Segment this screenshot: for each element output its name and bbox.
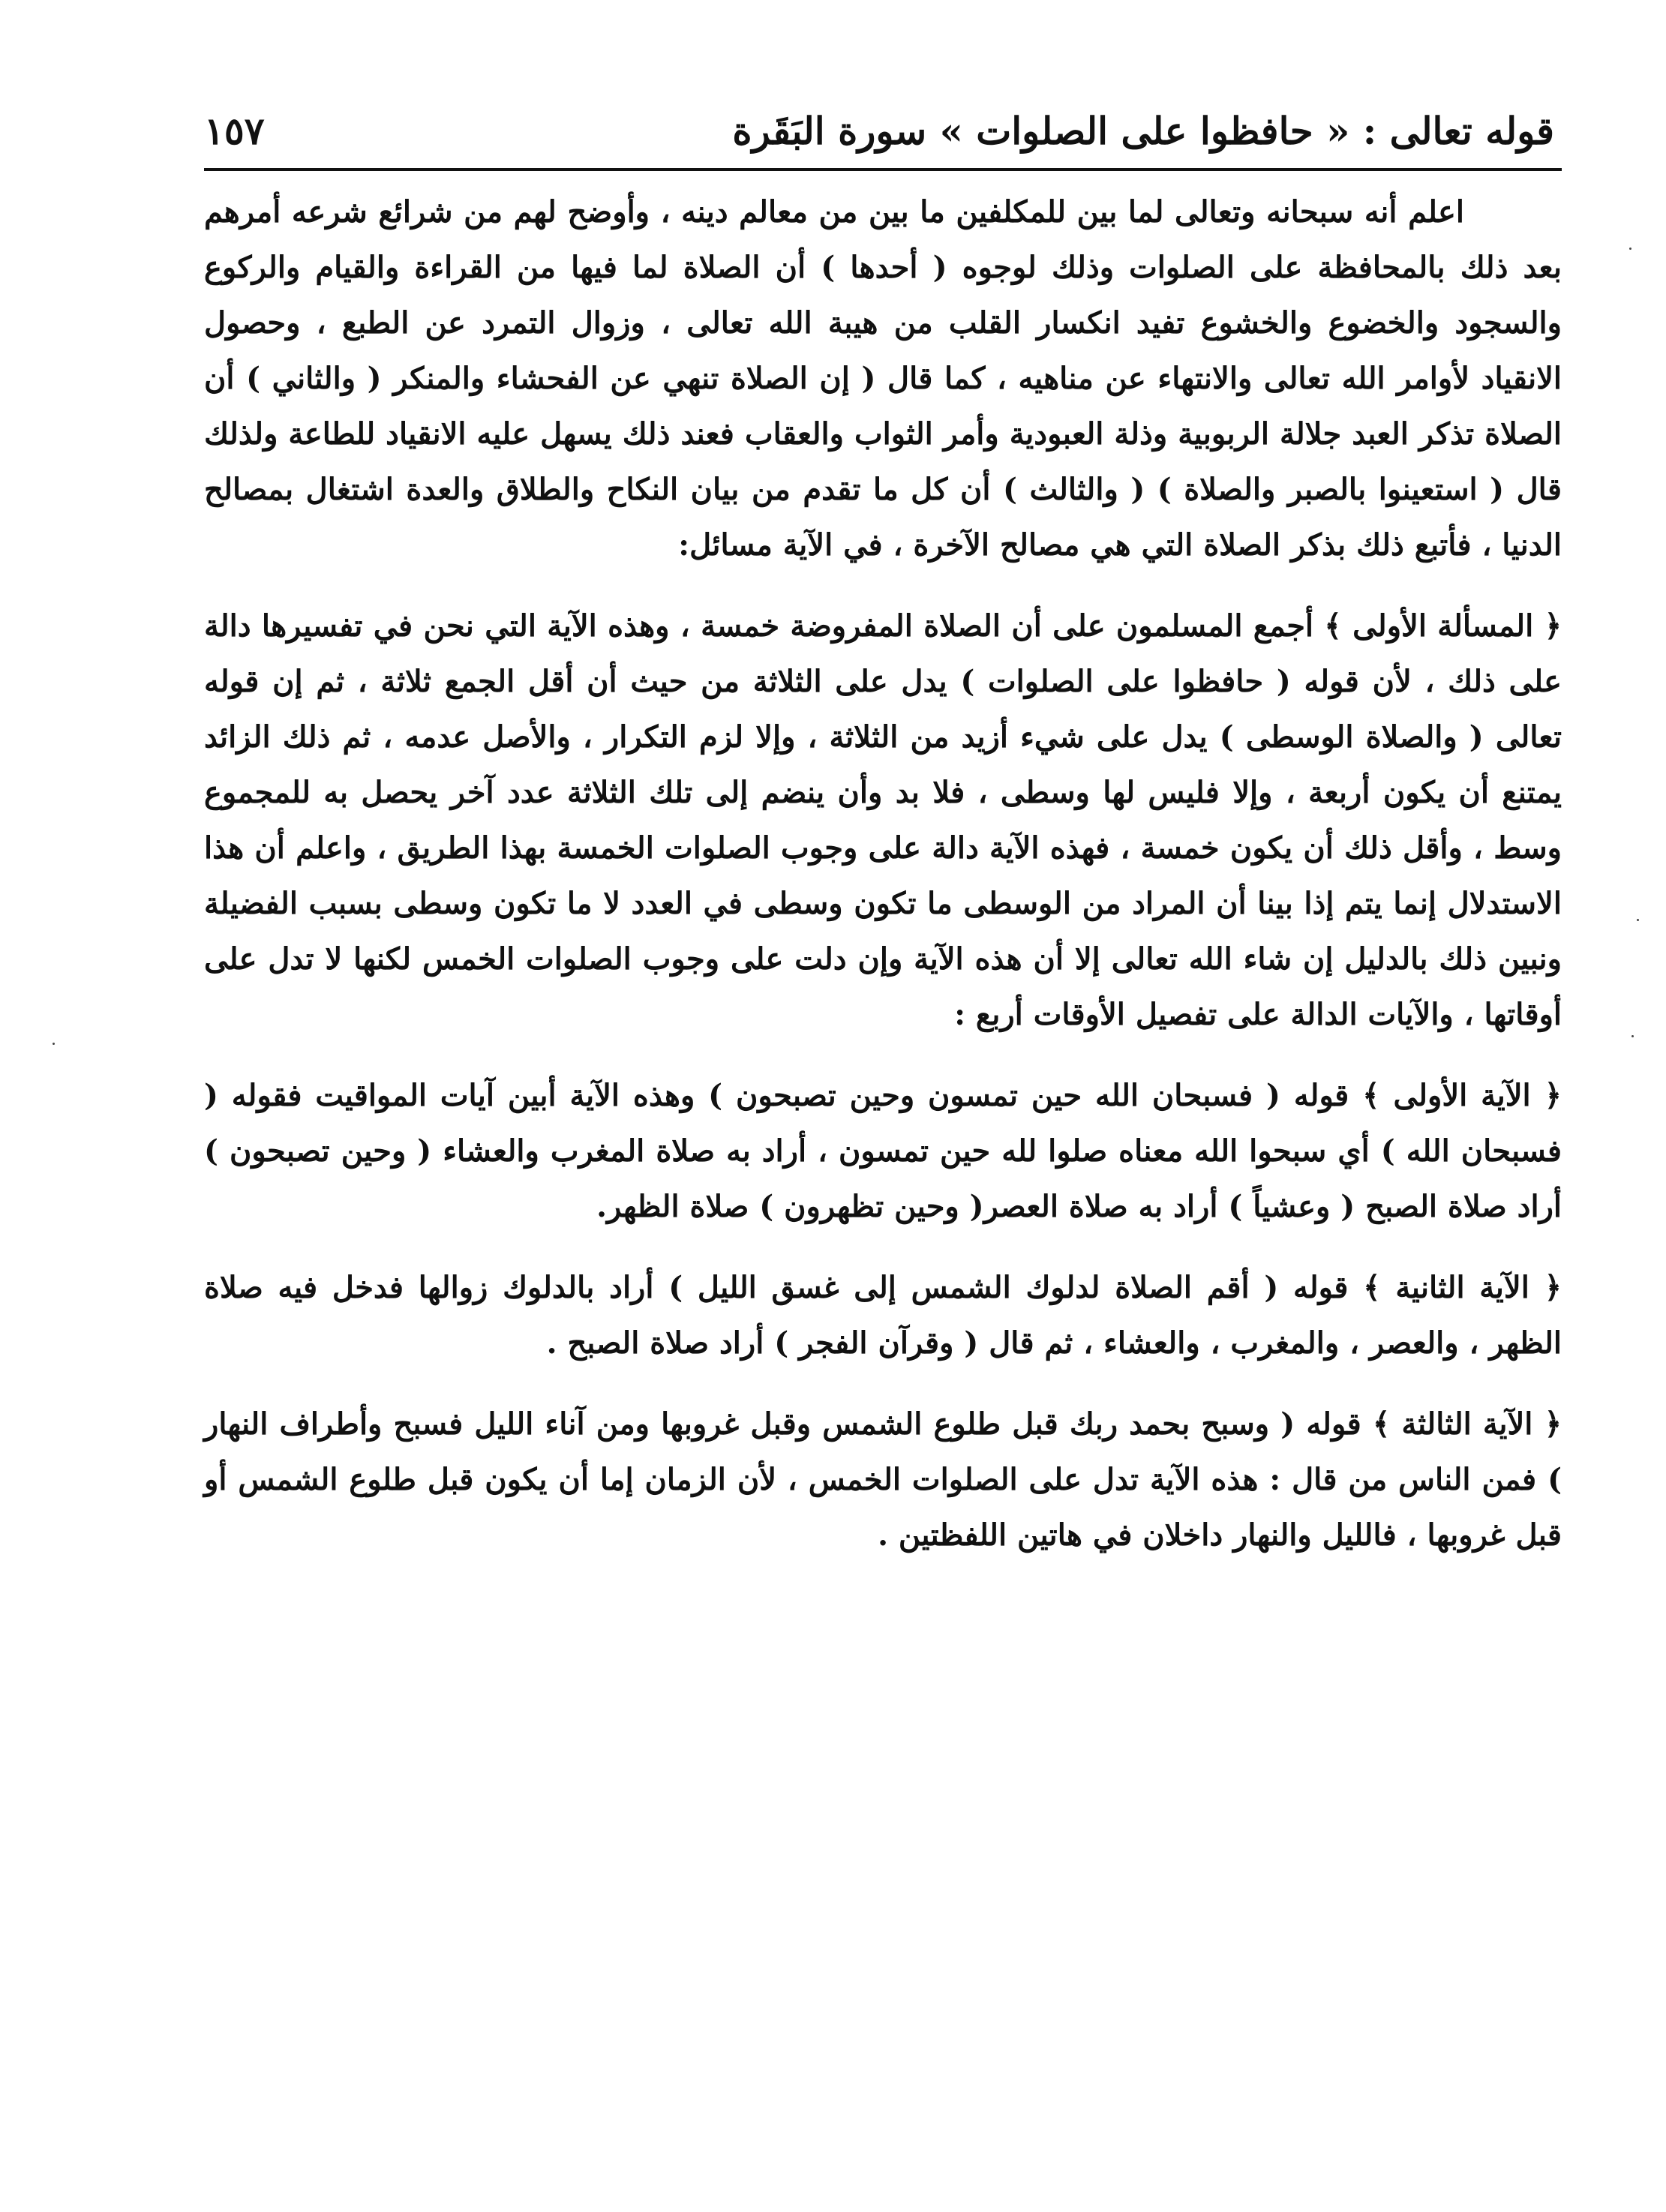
verse-third-text: قوله ( وسبح بحمد ربك قبل طلوع الشمس وقبل غروبها ومن آناء الليل فسبح وأطراف النهار ) فمن الناس من قال : هذه الآية تدل على الصلوات الخمس ، لأن الزمان إما أن يكون قبل طلوع الشمس أو قبل غروبها ، فالليل والنهار داخلان في هاتين اللفظتين . — [204, 1406, 1562, 1553]
header-divider — [204, 168, 1562, 171]
running-title: قوله تعالى : « حافظوا على الصلوات » سورة البَقَرة — [732, 109, 1554, 153]
scan-speck — [1631, 1035, 1634, 1037]
verse-first-label: الآية الأولى — [1393, 1078, 1531, 1113]
issue-first-text: أجمع المسلمون على أن الصلاة المفروضة خمسة ، وهذه الآية التي نحن في تفسيرها دالة على ذلك ، لأن قوله ( حافظوا على الصلوات ) يدل على الثلاثة من حيث أن أقل الجمع ثلاثة ، ثم إن قوله تعالى ( والصلاة الوسطى ) يدل على شيء أزيد من الثلاثة ، وإلا لزم التكرار ، والأصل عدمه ، ثم ذلك الزائد يمتنع أن يكون أربعة ، وإلا فليس لها وسطى ، فلا بد وأن ينضم إلى تلك الثلاثة عدد آخر يحصل به للمجموع وسط ، وأقل ذلك أن يكون خمسة ، فهذه الآية دالة على وجوب الصلوات الخمسة بهذا الطريق ، واعلم أن هذا الاستدلال إنما يتم إذا بينا أن المراد من الوسطى ما تكون وسطى في العدد لا ما تكون وسطى بسبب الفضيلة ونبين ذلك بالدليل إن شاء الله تعالى إلا أن هذه الآية وإن دلت على وجوب الصلوات الخمس لكنها لا تدل على أوقاتها ، والآيات الدالة على تفصيل الأوقات أربع : — [204, 608, 1562, 1032]
ornament-open: ﴿ — [1544, 1406, 1562, 1442]
ornament-open: ﴿ — [1544, 608, 1562, 644]
page-number: ١٥٧ — [204, 109, 265, 153]
issue-first-paragraph — [204, 599, 1562, 1043]
verse-second-paragraph — [204, 1260, 1562, 1371]
scan-speck — [1629, 248, 1631, 250]
ornament-close: ﴾ — [1362, 1078, 1380, 1113]
ornament-close: ﴾ — [1372, 1406, 1391, 1442]
ornament-close: ﴾ — [1324, 608, 1342, 644]
main-text — [204, 185, 1562, 1589]
scan-speck — [53, 1043, 55, 1045]
ornament-close: ﴾ — [1363, 1270, 1381, 1305]
verse-first-paragraph — [204, 1068, 1562, 1235]
intro-paragraph: اعلم أنه سبحانه وتعالى لما بين للمكلفين ما بين من معالم دينه ، وأوضح لهم من شرائع شرعه أمرهم بعد ذلك بالمحافظة على الصلوات وذلك لوجوه ( أحدها ) أن الصلاة لما فيها من القراءة والقيام والركوع والسجود والخضوع والخشوع تفيد انكسار القلب من هيبة الله تعالى ، وزوال التمرد عن الطبع ، وحصول الانقياد لأوامر الله تعالى والانتهاء عن مناهيه ، كما قال ( إن الصلاة تنهي عن الفحشاء والمنكر ( والثاني ) أن الصلاة تذكر العبد جلالة الربوبية وذلة العبودية وأمر الثواب والعقاب فعند ذلك يسهل عليه الانقياد للطاعة ولذلك قال ( استعينوا بالصبر والصلاة ) ( والثالث ) أن كل ما تقدم من بيان النكاح والطلاق والعدة اشتغال بمصالح الدنيا ، فأتبع ذلك بذكر الصلاة التي هي مصالح الآخرة ، في الآية مسائل: — [204, 194, 1562, 563]
page-header — [204, 98, 1554, 173]
scan-speck — [1637, 919, 1639, 921]
verse-first-text: قوله ( فسبحان الله حين تمسون وحين تصبحون ) وهذه الآية أبين آيات المواقيت فقوله ( فسبحان الله ) أي سبحوا الله معناه صلوا لله حين تمسون ، أراد به صلاة المغرب والعشاء ( وحين تصبحون ) أراد صلاة الصبح ( وعشياً ) أراد به صلاة العصر( وحين تظهرون ) صلاة الظهر. — [204, 1078, 1562, 1224]
verse-second-text: قوله ( أقم الصلاة لدلوك الشمس إلى غسق الليل ) أراد بالدلوك زوالها فدخل فيه صلاة الظهر ، والعصر ، والمغرب ، والعشاء ، ثم قال ( وقرآن الفجر ) أراد صلاة الصبح . — [204, 1270, 1562, 1361]
verse-second-label: الآية الثانية — [1395, 1270, 1529, 1305]
issue-first-label: المسألة الأولى — [1352, 608, 1534, 644]
verse-third-paragraph — [204, 1397, 1562, 1563]
ornament-open: ﴿ — [1544, 1078, 1562, 1113]
verse-third-label: الآية الثالثة — [1401, 1406, 1533, 1442]
ornament-open: ﴿ — [1544, 1270, 1562, 1305]
